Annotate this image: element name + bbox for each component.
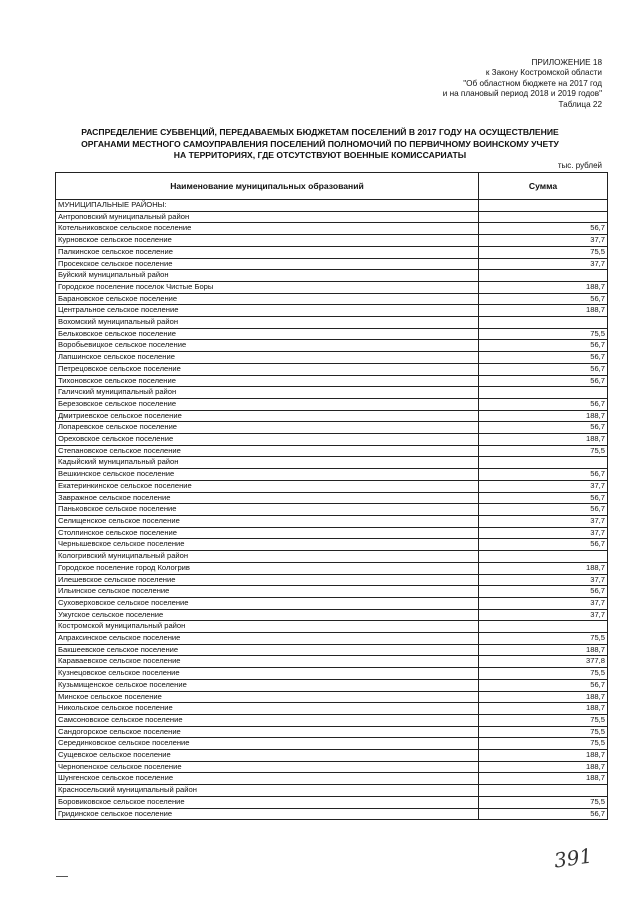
table-body [56, 200, 608, 820]
sum-value: 75,5 [479, 714, 608, 726]
sum-value: 188,7 [479, 703, 608, 715]
law-title-line2: и на плановый период 2018 и 2019 годов" [442, 89, 602, 99]
appendix-number: ПРИЛОЖЕНИЕ 18 [531, 58, 602, 67]
district-name: Буйский муниципальный район [56, 270, 479, 282]
table-row [56, 679, 608, 691]
group-row [56, 211, 608, 223]
settlement-name: Степановское сельское поселение [56, 445, 479, 457]
settlement-name: Гридинское сельское поселение [56, 808, 479, 820]
sum-value [479, 621, 608, 633]
table-row [56, 714, 608, 726]
title-line1: РАСПРЕДЕЛЕНИЕ СУБВЕНЦИЙ, ПЕРЕДАВАЕМЫХ БЮДЖЕТАМ ПОСЕЛЕНИЙ В 2017 ГОДУ НА ОСУЩЕСТВЛЕНИЕ [81, 127, 559, 137]
table-row [56, 328, 608, 340]
sum-value [479, 317, 608, 329]
district-name: Кологривский муниципальный район [56, 551, 479, 563]
sum-value: 37,7 [479, 574, 608, 586]
settlement-name: Барановское сельское поселение [56, 293, 479, 305]
units-label: тыс. рублей [557, 161, 602, 170]
group-row [56, 317, 608, 329]
settlement-name: Караваевское сельское поселение [56, 656, 479, 668]
sum-value: 56,7 [479, 586, 608, 598]
table-row [56, 668, 608, 680]
sum-value: 56,7 [479, 504, 608, 516]
table-row [56, 281, 608, 293]
table-number: Таблица 22 [558, 99, 602, 109]
settlement-name: Палкинское сельское поселение [56, 246, 479, 258]
sum-value: 56,7 [479, 340, 608, 352]
title-line3: НА ТЕРРИТОРИЯХ, ГДЕ ОТСУТСТВУЮТ ВОЕННЫЕ КОМИССАРИАТЫ [173, 150, 467, 160]
footer-mark [56, 876, 68, 877]
title-line2: ОРГАНАМИ МЕСТНОГО САМОУПРАВЛЕНИЯ ПОСЕЛЕНИЙ ПОЛНОМОЧИЙ ПО ПЕРВИЧНОМУ ВОИНСКОМУ УЧЕТУ [81, 138, 559, 149]
table-row [56, 410, 608, 422]
table-row [56, 539, 608, 551]
table-header-row [56, 173, 608, 200]
table-row [56, 445, 608, 457]
settlement-name: Илешевское сельское поселение [56, 574, 479, 586]
settlement-name: Городское поселение поселок Чистые Боры [56, 281, 479, 293]
sum-value: 56,7 [479, 352, 608, 364]
appendix-header [443, 58, 602, 110]
sum-value: 56,7 [479, 469, 608, 481]
sum-value: 56,7 [479, 808, 608, 820]
settlement-name: Суховерховское сельское поселение [56, 597, 479, 609]
sum-value: 188,7 [479, 773, 608, 785]
settlement-name: Просекское сельское поселение [56, 258, 479, 270]
table-row [56, 398, 608, 410]
settlement-name: Самсоновское сельское поселение [56, 714, 479, 726]
settlement-name: Лопаревское сельское поселение [56, 422, 479, 434]
sum-value: 37,7 [479, 235, 608, 247]
settlement-name: Бельковское сельское поселение [56, 328, 479, 340]
sum-value: 188,7 [479, 305, 608, 317]
group-row [56, 387, 608, 399]
table-row [56, 726, 608, 738]
table-row [56, 808, 608, 820]
sum-value [479, 270, 608, 282]
settlement-name: Бакшеевское сельское поселение [56, 644, 479, 656]
district-name: Вохомский муниципальный район [56, 317, 479, 329]
settlement-name: Серединковское сельское поселение [56, 738, 479, 750]
settlement-name: Ореховское сельское поселение [56, 434, 479, 446]
table-row [56, 246, 608, 258]
settlement-name: Дмитриевское сельское поселение [56, 410, 479, 422]
sum-value [479, 785, 608, 797]
group-row [56, 621, 608, 633]
table-row [56, 586, 608, 598]
sum-value: 188,7 [479, 750, 608, 762]
settlement-name: Чернышевское сельское поселение [56, 539, 479, 551]
sum-value: 56,7 [479, 363, 608, 375]
district-name: Антроповский муниципальный район [56, 211, 479, 223]
district-name: Красносельский муниципальный район [56, 785, 479, 797]
table-row [56, 773, 608, 785]
sum-value [479, 200, 608, 212]
sum-value: 56,7 [479, 539, 608, 551]
settlement-name: Никольское сельское поселение [56, 703, 479, 715]
table-row [56, 305, 608, 317]
sum-value: 37,7 [479, 597, 608, 609]
table-row [56, 422, 608, 434]
settlement-name: Ильинское сельское поселение [56, 586, 479, 598]
settlement-name: Ужугское сельское поселение [56, 609, 479, 621]
column-header-sum: Сумма [479, 173, 608, 200]
sum-value: 75,5 [479, 246, 608, 258]
settlement-name: Минское сельское поселение [56, 691, 479, 703]
group-row [56, 457, 608, 469]
settlement-name: Лапшинское сельское поселение [56, 352, 479, 364]
settlement-name: Кузьмищенское сельское поселение [56, 679, 479, 691]
table-row [56, 656, 608, 668]
table-row [56, 691, 608, 703]
table-row [56, 352, 608, 364]
settlement-name: Кузнецовское сельское поселение [56, 668, 479, 680]
sum-value: 377,8 [479, 656, 608, 668]
sum-value: 75,5 [479, 726, 608, 738]
settlement-name: Воробьевицкое сельское поселение [56, 340, 479, 352]
table-row [56, 750, 608, 762]
table-row [56, 562, 608, 574]
table-row [56, 223, 608, 235]
sum-value: 188,7 [479, 434, 608, 446]
sum-value [479, 387, 608, 399]
document-title [50, 127, 590, 162]
settlement-name: Селищенское сельское поселение [56, 515, 479, 527]
sum-value: 75,5 [479, 738, 608, 750]
column-header-name: Наименование муниципальных образований [56, 173, 479, 200]
sum-value: 37,7 [479, 258, 608, 270]
group-row [56, 200, 608, 212]
sum-value: 75,5 [479, 445, 608, 457]
sum-value: 56,7 [479, 398, 608, 410]
law-title-line1: "Об областном бюджете на 2017 год [463, 78, 602, 88]
settlement-name: Столпинское сельское поселение [56, 527, 479, 539]
group-row [56, 551, 608, 563]
settlement-name: Сущевское сельское поселение [56, 750, 479, 762]
table-row [56, 258, 608, 270]
table-row [56, 633, 608, 645]
settlement-name: Вешкинское сельское поселение [56, 469, 479, 481]
handwritten-page-number: 391 [552, 843, 594, 873]
sum-value: 56,7 [479, 293, 608, 305]
sum-value [479, 211, 608, 223]
subsidy-table [55, 172, 608, 820]
table-row [56, 515, 608, 527]
settlement-name: Шунгенское сельское поселение [56, 773, 479, 785]
sum-value: 188,7 [479, 562, 608, 574]
sum-value: 188,7 [479, 644, 608, 656]
district-name: Галичский муниципальный район [56, 387, 479, 399]
sum-value: 56,7 [479, 679, 608, 691]
settlement-name: Курновское сельское поселение [56, 235, 479, 247]
settlement-name: Апраксинское сельское поселение [56, 633, 479, 645]
table-row [56, 340, 608, 352]
sum-value: 188,7 [479, 691, 608, 703]
sum-value: 37,7 [479, 515, 608, 527]
table-row [56, 527, 608, 539]
table-row [56, 796, 608, 808]
table-row [56, 434, 608, 446]
settlement-name: Екатеринкинское сельское поселение [56, 480, 479, 492]
group-row [56, 785, 608, 797]
law-reference: к Закону Костромской области [485, 68, 602, 78]
sum-value: 56,7 [479, 422, 608, 434]
settlement-name: Чернопенское сельское поселение [56, 761, 479, 773]
sum-value: 75,5 [479, 796, 608, 808]
sum-value: 188,7 [479, 281, 608, 293]
table-row [56, 761, 608, 773]
sum-value: 75,5 [479, 633, 608, 645]
settlement-name: Городское поселение город Кологрив [56, 562, 479, 574]
settlement-name: Тихоновское сельское поселение [56, 375, 479, 387]
table-row [56, 609, 608, 621]
table-row [56, 574, 608, 586]
sum-value: 37,7 [479, 527, 608, 539]
table-row [56, 504, 608, 516]
settlement-name: Петрецовское сельское поселение [56, 363, 479, 375]
district-name: МУНИЦИПАЛЬНЫЕ РАЙОНЫ: [56, 200, 479, 212]
sum-value: 75,5 [479, 328, 608, 340]
table-row [56, 644, 608, 656]
sum-value: 188,7 [479, 410, 608, 422]
group-row [56, 270, 608, 282]
district-name: Костромской муниципальный район [56, 621, 479, 633]
table-row [56, 597, 608, 609]
settlement-name: Центральное сельское поселение [56, 305, 479, 317]
sum-value: 188,7 [479, 761, 608, 773]
settlement-name: Березовское сельское поселение [56, 398, 479, 410]
sum-value [479, 457, 608, 469]
settlement-name: Паньковское сельское поселение [56, 504, 479, 516]
table-row [56, 738, 608, 750]
table-row [56, 235, 608, 247]
settlement-name: Котельниковское сельское поселение [56, 223, 479, 235]
sum-value: 56,7 [479, 492, 608, 504]
sum-value: 56,7 [479, 223, 608, 235]
table-row [56, 363, 608, 375]
sum-value [479, 551, 608, 563]
sum-value: 37,7 [479, 609, 608, 621]
settlement-name: Боровиковское сельское поселение [56, 796, 479, 808]
table-row [56, 293, 608, 305]
sum-value: 75,5 [479, 668, 608, 680]
district-name: Кадыйский муниципальный район [56, 457, 479, 469]
settlement-name: Завражное сельское поселение [56, 492, 479, 504]
table-row [56, 469, 608, 481]
table-row [56, 480, 608, 492]
settlement-name: Сандогорское сельское поселение [56, 726, 479, 738]
table-row [56, 375, 608, 387]
sum-value: 56,7 [479, 375, 608, 387]
sum-value: 37,7 [479, 480, 608, 492]
table-row [56, 492, 608, 504]
table-row [56, 703, 608, 715]
